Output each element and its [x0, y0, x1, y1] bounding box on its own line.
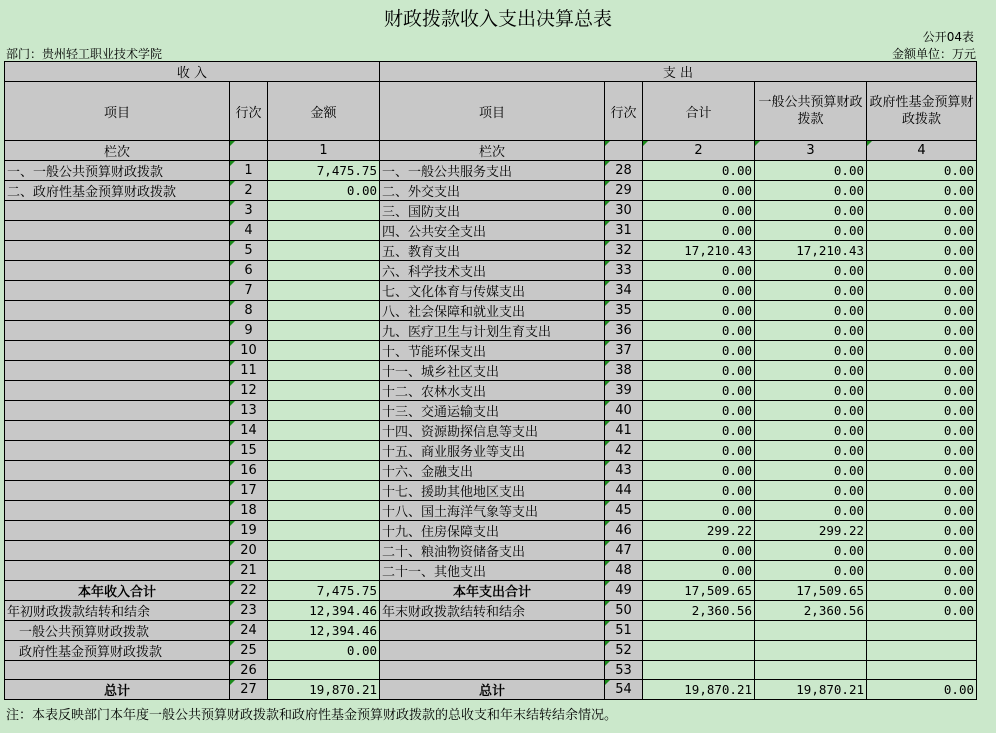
income-line-cell[interactable]: 18: [230, 501, 268, 521]
expense-line-cell[interactable]: 49: [605, 581, 643, 601]
table-row: [5, 501, 977, 521]
income-line-cell[interactable]: 25: [230, 641, 268, 661]
general-budget-cell[interactable]: [755, 661, 867, 680]
income-item-cell[interactable]: 一般公共预算财政拨款: [5, 621, 230, 641]
income-amount-cell[interactable]: [268, 661, 380, 680]
gov-fund-cell[interactable]: [867, 641, 977, 661]
income-item-cell[interactable]: 年初财政拨款结转和结余: [5, 601, 230, 621]
gov-fund-cell[interactable]: 0.00: [867, 221, 977, 241]
income-item-cell[interactable]: [5, 461, 230, 481]
gov-fund-cell[interactable]: 0.00: [867, 401, 977, 421]
col-3-label[interactable]: 3: [755, 141, 867, 161]
expense-item-cell[interactable]: 十九、住房保障支出: [380, 521, 605, 541]
report-title: 财政拨款收入支出决算总表: [383, 8, 612, 30]
total-cell[interactable]: 0.00: [643, 201, 755, 221]
total-cell[interactable]: [643, 621, 755, 641]
income-line-cell[interactable]: 23: [230, 601, 268, 621]
income-item-cell[interactable]: [5, 361, 230, 381]
general-budget-cell[interactable]: 0.00: [755, 381, 867, 401]
expense-line-cell[interactable]: 53: [605, 661, 643, 680]
income-item-cell[interactable]: [5, 421, 230, 441]
table-row: [5, 341, 977, 361]
income-item-cell[interactable]: 一、一般公共预算财政拨款: [5, 161, 230, 181]
table-row: [5, 661, 977, 680]
table-row: [5, 421, 977, 441]
income-item-cell[interactable]: [5, 541, 230, 561]
expense-line-cell[interactable]: 32: [605, 241, 643, 261]
income-item-cell[interactable]: [5, 321, 230, 341]
income-line-cell[interactable]: 8: [230, 301, 268, 321]
expense-line-cell[interactable]: 45: [605, 501, 643, 521]
income-amount-cell[interactable]: [268, 201, 380, 221]
gov-fund-cell[interactable]: 0.00: [867, 501, 977, 521]
income-item-cell[interactable]: [5, 441, 230, 461]
total-cell[interactable]: 0.00: [643, 161, 755, 181]
table-row: [5, 461, 977, 481]
table-row: [5, 481, 977, 501]
expense-line-cell[interactable]: 39: [605, 381, 643, 401]
total-cell[interactable]: 0.00: [643, 481, 755, 501]
expense-item-cell[interactable]: 一、一般公共服务支出: [380, 161, 605, 181]
income-item-cell[interactable]: [5, 381, 230, 401]
income-amount-header[interactable]: 金额: [268, 82, 380, 141]
total-cell[interactable]: 0.00: [643, 301, 755, 321]
income-line-cell[interactable]: 2: [230, 181, 268, 201]
general-budget-cell[interactable]: 19,870.21: [755, 680, 867, 700]
table-row: [5, 641, 977, 661]
general-budget-cell[interactable]: 0.00: [755, 201, 867, 221]
expense-item-cell[interactable]: 二、外交支出: [380, 181, 605, 201]
gov-fund-cell[interactable]: 0.00: [867, 680, 977, 700]
total-cell[interactable]: 0.00: [643, 321, 755, 341]
total-cell[interactable]: 0.00: [643, 501, 755, 521]
general-budget-cell[interactable]: 0.00: [755, 181, 867, 201]
income-line-cell[interactable]: 22: [230, 581, 268, 601]
gov-fund-cell[interactable]: 0.00: [867, 581, 977, 601]
income-line-cell[interactable]: 26: [230, 661, 268, 680]
expense-item-cell[interactable]: [380, 641, 605, 661]
total-header[interactable]: 合计: [643, 82, 755, 141]
income-amount-cell[interactable]: 7,475.75: [268, 581, 380, 601]
income-amount-cell[interactable]: [268, 441, 380, 461]
table-row: [5, 281, 977, 301]
expense-item-cell[interactable]: [380, 621, 605, 641]
expense-item-cell[interactable]: 总计: [380, 680, 605, 700]
income-amount-cell[interactable]: [268, 381, 380, 401]
col-4-label[interactable]: 4: [867, 141, 977, 161]
income-line-cell[interactable]: 20: [230, 541, 268, 561]
gov-fund-cell[interactable]: 0.00: [867, 481, 977, 501]
income-amount-cell[interactable]: [268, 521, 380, 541]
general-budget-cell[interactable]: 0.00: [755, 221, 867, 241]
expense-item-cell[interactable]: 二十、粮油物资储备支出: [380, 541, 605, 561]
income-item-header[interactable]: 项目: [5, 82, 230, 141]
gov-fund-cell[interactable]: 0.00: [867, 521, 977, 541]
total-cell[interactable]: 17,509.65: [643, 581, 755, 601]
general-budget-cell[interactable]: 0.00: [755, 401, 867, 421]
gov-fund-cell[interactable]: [867, 661, 977, 680]
income-amount-cell[interactable]: [268, 221, 380, 241]
income-col-blank[interactable]: [230, 141, 268, 161]
expense-item-cell[interactable]: [380, 661, 605, 680]
expense-line-header[interactable]: 行次: [605, 82, 643, 141]
expense-line-cell[interactable]: 44: [605, 481, 643, 501]
expense-item-cell[interactable]: 九、医疗卫生与计划生育支出: [380, 321, 605, 341]
table-row: [5, 541, 977, 561]
general-budget-cell[interactable]: 0.00: [755, 421, 867, 441]
income-line-cell[interactable]: 5: [230, 241, 268, 261]
income-item-cell[interactable]: [5, 241, 230, 261]
table-row: [5, 321, 977, 341]
gov-fund-cell[interactable]: 0.00: [867, 541, 977, 561]
income-item-cell[interactable]: [5, 521, 230, 541]
total-cell[interactable]: 19,870.21: [643, 680, 755, 700]
expense-line-cell[interactable]: 34: [605, 281, 643, 301]
expense-item-cell[interactable]: 十三、交通运输支出: [380, 401, 605, 421]
expense-line-cell[interactable]: 30: [605, 201, 643, 221]
expense-line-cell[interactable]: 40: [605, 401, 643, 421]
gov-fund-cell[interactable]: 0.00: [867, 381, 977, 401]
expense-line-cell[interactable]: 38: [605, 361, 643, 381]
gov-fund-cell[interactable]: 0.00: [867, 241, 977, 261]
expense-line-cell[interactable]: 50: [605, 601, 643, 621]
expense-item-header[interactable]: 项目: [380, 82, 605, 141]
income-line-cell[interactable]: 21: [230, 561, 268, 581]
gov-fund-cell[interactable]: 0.00: [867, 281, 977, 301]
total-cell[interactable]: [643, 641, 755, 661]
income-amount-cell[interactable]: [268, 241, 380, 261]
expense-item-cell[interactable]: 十一、城乡社区支出: [380, 361, 605, 381]
expense-line-cell[interactable]: 28: [605, 161, 643, 181]
expense-item-cell[interactable]: 十四、资源勘探信息等支出: [380, 421, 605, 441]
income-amount-cell[interactable]: [268, 281, 380, 301]
expense-item-cell[interactable]: 十六、金融支出: [380, 461, 605, 481]
expense-item-cell[interactable]: 本年支出合计: [380, 581, 605, 601]
income-line-cell[interactable]: 17: [230, 481, 268, 501]
total-cell[interactable]: 0.00: [643, 401, 755, 421]
income-amount-cell[interactable]: [268, 321, 380, 341]
expense-item-cell[interactable]: 二十一、其他支出: [380, 561, 605, 581]
gov-fund-cell[interactable]: 0.00: [867, 601, 977, 621]
income-amount-cell[interactable]: 0.00: [268, 641, 380, 661]
income-item-cell[interactable]: [5, 221, 230, 241]
income-item-cell[interactable]: [5, 261, 230, 281]
income-line-cell[interactable]: 12: [230, 381, 268, 401]
income-item-cell[interactable]: [5, 341, 230, 361]
expense-line-cell[interactable]: 35: [605, 301, 643, 321]
expense-item-cell[interactable]: 十七、援助其他地区支出: [380, 481, 605, 501]
general-budget-cell[interactable]: 0.00: [755, 481, 867, 501]
gov-fund-cell[interactable]: 0.00: [867, 421, 977, 441]
table-row: [5, 680, 977, 700]
expense-line-cell[interactable]: 37: [605, 341, 643, 361]
income-amount-cell[interactable]: 0.00: [268, 181, 380, 201]
expense-item-cell[interactable]: 十、节能环保支出: [380, 341, 605, 361]
expense-header[interactable]: 支 出: [380, 62, 977, 82]
expense-item-cell[interactable]: 十五、商业服务业等支出: [380, 441, 605, 461]
total-cell[interactable]: 0.00: [643, 221, 755, 241]
income-line-cell[interactable]: 24: [230, 621, 268, 641]
expense-item-cell[interactable]: 五、教育支出: [380, 241, 605, 261]
income-item-cell[interactable]: [5, 501, 230, 521]
total-cell[interactable]: 0.00: [643, 261, 755, 281]
expense-item-cell[interactable]: 年末财政拨款结转和结余: [380, 601, 605, 621]
general-budget-cell[interactable]: 0.00: [755, 261, 867, 281]
income-amount-cell[interactable]: [268, 481, 380, 501]
table-row: [5, 521, 977, 541]
income-amount-cell[interactable]: [268, 361, 380, 381]
general-budget-cell[interactable]: 0.00: [755, 361, 867, 381]
col-1-label[interactable]: 1: [268, 141, 380, 161]
general-budget-cell[interactable]: 17,509.65: [755, 581, 867, 601]
expense-item-cell[interactable]: 十八、国土海洋气象等支出: [380, 501, 605, 521]
form-number: 公开04表: [922, 30, 974, 44]
general-budget-cell[interactable]: 2,360.56: [755, 601, 867, 621]
total-cell[interactable]: 0.00: [643, 421, 755, 441]
gov-fund-cell[interactable]: 0.00: [867, 361, 977, 381]
income-line-cell[interactable]: 3: [230, 201, 268, 221]
expense-item-cell[interactable]: 八、社会保障和就业支出: [380, 301, 605, 321]
expense-item-cell[interactable]: 七、文化体育与传媒支出: [380, 281, 605, 301]
total-cell[interactable]: [643, 661, 755, 680]
table-row: [5, 561, 977, 581]
income-line-cell[interactable]: 11: [230, 361, 268, 381]
table-row: [5, 581, 977, 601]
income-amount-cell[interactable]: [268, 461, 380, 481]
total-cell[interactable]: 0.00: [643, 561, 755, 581]
general-budget-cell[interactable]: 0.00: [755, 161, 867, 181]
general-budget-cell[interactable]: 299.22: [755, 521, 867, 541]
income-amount-cell[interactable]: 7,475.75: [268, 161, 380, 181]
income-item-cell[interactable]: 政府性基金预算财政拨款: [5, 641, 230, 661]
general-budget-cell[interactable]: 0.00: [755, 281, 867, 301]
total-cell[interactable]: 17,210.43: [643, 241, 755, 261]
col-2-label[interactable]: 2: [643, 141, 755, 161]
gov-fund-cell[interactable]: 0.00: [867, 161, 977, 181]
income-item-cell[interactable]: [5, 561, 230, 581]
total-cell[interactable]: 0.00: [643, 441, 755, 461]
total-cell[interactable]: 299.22: [643, 521, 755, 541]
gov-fund-header[interactable]: 政府性基金预算财政拨款: [867, 82, 977, 141]
total-cell[interactable]: 0.00: [643, 541, 755, 561]
gov-fund-cell[interactable]: 0.00: [867, 321, 977, 341]
income-line-cell[interactable]: 14: [230, 421, 268, 441]
table-row: [5, 181, 977, 201]
income-amount-cell[interactable]: [268, 401, 380, 421]
expense-line-cell[interactable]: 29: [605, 181, 643, 201]
table-row: [5, 221, 977, 241]
expense-line-cell[interactable]: 31: [605, 221, 643, 241]
footnote: 注：本表反映部门本年度一般公共预算财政拨款和政府性基金预算财政拨款的总收支和年末结转结余情况。: [6, 708, 618, 723]
income-amount-cell[interactable]: [268, 261, 380, 281]
table-row: [5, 301, 977, 321]
table-row: [5, 381, 977, 401]
expense-item-cell[interactable]: 四、公共安全支出: [380, 221, 605, 241]
general-budget-cell[interactable]: [755, 641, 867, 661]
income-item-cell[interactable]: 本年收入合计: [5, 581, 230, 601]
total-cell[interactable]: 0.00: [643, 461, 755, 481]
income-item-cell[interactable]: [5, 481, 230, 501]
gov-fund-cell[interactable]: 0.00: [867, 461, 977, 481]
expense-line-cell[interactable]: 46: [605, 521, 643, 541]
gov-fund-cell[interactable]: 0.00: [867, 201, 977, 221]
expense-line-cell[interactable]: 47: [605, 541, 643, 561]
income-line-cell[interactable]: 7: [230, 281, 268, 301]
income-line-cell[interactable]: 1: [230, 161, 268, 181]
income-amount-cell[interactable]: [268, 561, 380, 581]
income-line-cell[interactable]: 9: [230, 321, 268, 341]
income-item-cell[interactable]: [5, 281, 230, 301]
income-line-cell[interactable]: 15: [230, 441, 268, 461]
expense-item-cell[interactable]: 三、国防支出: [380, 201, 605, 221]
expense-line-cell[interactable]: 51: [605, 621, 643, 641]
expense-line-cell[interactable]: 54: [605, 680, 643, 700]
general-budget-cell[interactable]: 0.00: [755, 341, 867, 361]
income-amount-cell[interactable]: [268, 421, 380, 441]
expense-line-cell[interactable]: 52: [605, 641, 643, 661]
general-budget-cell[interactable]: [755, 621, 867, 641]
table-row: [5, 161, 977, 181]
income-amount-cell[interactable]: 19,870.21: [268, 680, 380, 700]
expense-col-label[interactable]: 栏次: [380, 141, 605, 161]
gov-fund-cell[interactable]: 0.00: [867, 181, 977, 201]
general-budget-cell[interactable]: 0.00: [755, 321, 867, 341]
income-line-header[interactable]: 行次: [230, 82, 268, 141]
table-row: [5, 401, 977, 421]
income-amount-cell[interactable]: [268, 301, 380, 321]
total-cell[interactable]: 0.00: [643, 181, 755, 201]
expense-line-cell[interactable]: 41: [605, 421, 643, 441]
income-line-cell[interactable]: 16: [230, 461, 268, 481]
gov-fund-cell[interactable]: 0.00: [867, 441, 977, 461]
income-header[interactable]: 收 入: [5, 62, 380, 82]
table-row: [5, 361, 977, 381]
expense-line-cell[interactable]: 33: [605, 261, 643, 281]
income-line-cell[interactable]: 13: [230, 401, 268, 421]
total-cell[interactable]: 0.00: [643, 361, 755, 381]
income-line-cell[interactable]: 10: [230, 341, 268, 361]
income-col-label[interactable]: 栏次: [5, 141, 230, 161]
gov-fund-cell[interactable]: 0.00: [867, 301, 977, 321]
total-cell[interactable]: 0.00: [643, 341, 755, 361]
total-cell[interactable]: 2,360.56: [643, 601, 755, 621]
table-row: [5, 621, 977, 641]
gov-fund-cell[interactable]: [867, 621, 977, 641]
income-amount-cell[interactable]: 12,394.46: [268, 621, 380, 641]
expense-item-cell[interactable]: 六、科学技术支出: [380, 261, 605, 281]
gov-fund-cell[interactable]: 0.00: [867, 561, 977, 581]
table-row: [5, 261, 977, 281]
gov-fund-cell[interactable]: 0.00: [867, 261, 977, 281]
total-cell[interactable]: 0.00: [643, 281, 755, 301]
income-item-cell[interactable]: [5, 661, 230, 680]
table-row: [5, 601, 977, 621]
income-line-cell[interactable]: 6: [230, 261, 268, 281]
expense-item-cell[interactable]: 十二、农林水支出: [380, 381, 605, 401]
income-amount-cell[interactable]: [268, 341, 380, 361]
general-budget-cell[interactable]: 0.00: [755, 501, 867, 521]
income-item-cell[interactable]: [5, 401, 230, 421]
unit-label: 金额单位：万元: [891, 47, 976, 61]
income-item-cell[interactable]: 二、政府性基金预算财政拨款: [5, 181, 230, 201]
expense-line-cell[interactable]: 42: [605, 441, 643, 461]
income-amount-cell[interactable]: 12,394.46: [268, 601, 380, 621]
income-item-cell[interactable]: [5, 201, 230, 221]
general-budget-cell[interactable]: 17,210.43: [755, 241, 867, 261]
expense-col-blank[interactable]: [605, 141, 643, 161]
gov-fund-cell[interactable]: 0.00: [867, 341, 977, 361]
general-budget-cell[interactable]: 0.00: [755, 441, 867, 461]
expense-line-cell[interactable]: 48: [605, 561, 643, 581]
income-item-cell[interactable]: [5, 301, 230, 321]
table-row: [5, 441, 977, 461]
general-budget-cell[interactable]: 0.00: [755, 541, 867, 561]
expense-line-cell[interactable]: 36: [605, 321, 643, 341]
income-item-cell[interactable]: 总计: [5, 680, 230, 700]
table-row: [5, 201, 977, 221]
table-row: [5, 241, 977, 261]
general-budget-cell[interactable]: 0.00: [755, 301, 867, 321]
general-budget-header[interactable]: 一般公共预算财政拨款: [755, 82, 867, 141]
department-label: 部门：贵州轻工职业技术学院: [6, 47, 163, 61]
income-line-cell[interactable]: 4: [230, 221, 268, 241]
general-budget-cell[interactable]: 0.00: [755, 561, 867, 581]
income-amount-cell[interactable]: [268, 501, 380, 521]
budget-table: [4, 61, 977, 700]
income-line-cell[interactable]: 27: [230, 680, 268, 700]
expense-line-cell[interactable]: 43: [605, 461, 643, 481]
income-amount-cell[interactable]: [268, 541, 380, 561]
total-cell[interactable]: 0.00: [643, 381, 755, 401]
general-budget-cell[interactable]: 0.00: [755, 461, 867, 481]
income-line-cell[interactable]: 19: [230, 521, 268, 541]
